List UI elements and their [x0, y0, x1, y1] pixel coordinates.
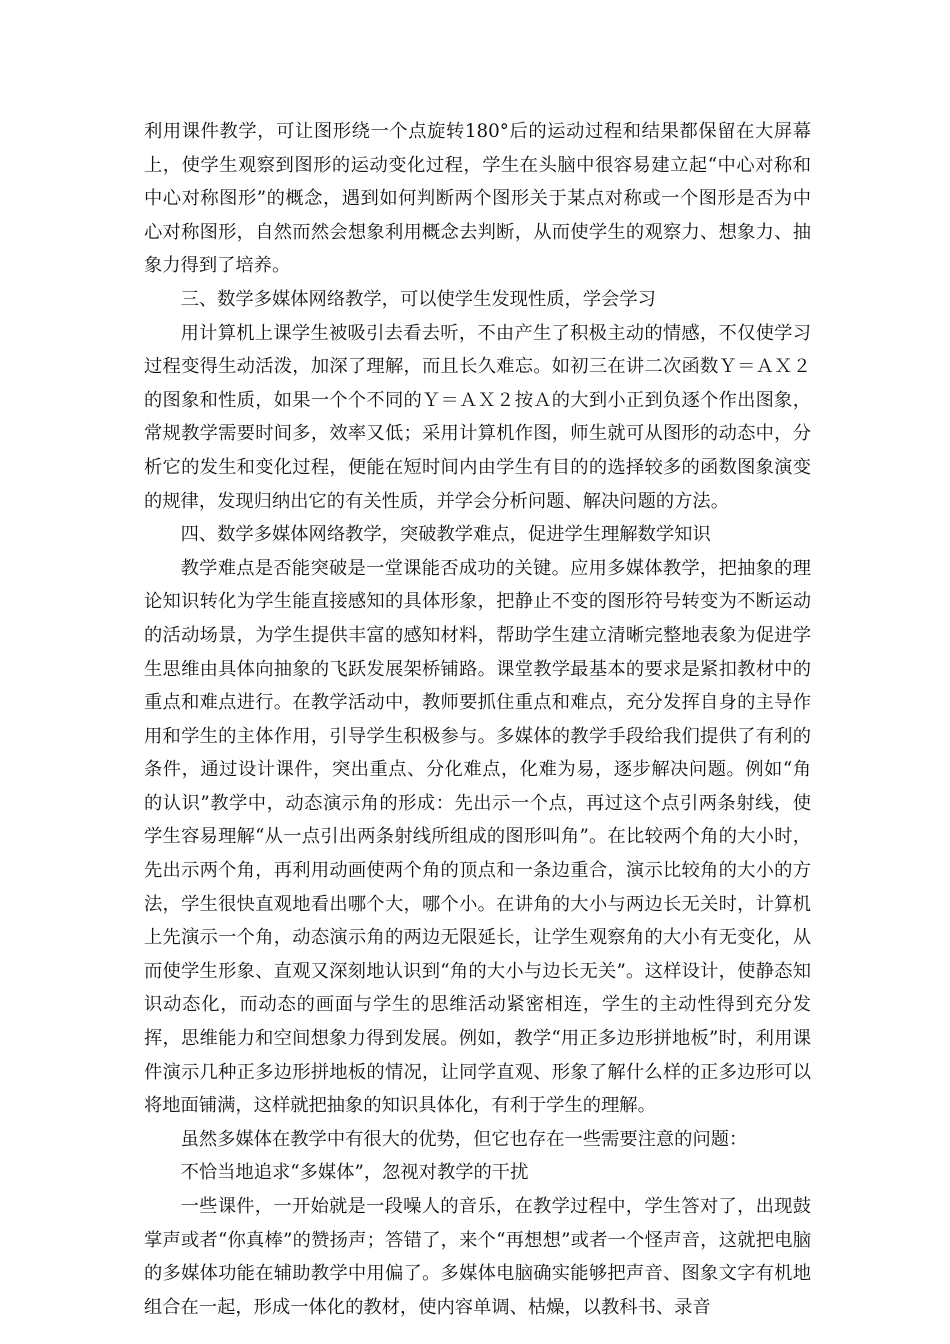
paragraph-teaching-difficulties: 教学难点是否能突破是一堂课能否成功的关键。应用多媒体教学，把抽象的理论知识转化为学生能直接感知的具体形象，把静止不变的图形符号转变为不断运动的活动场景，为学生提供丰富的感知材料，帮助学生建立清晰完整地表象为促进学生思维由具体向抽象的飞跃发展架桥铺路。课堂教学最基本的要求是紧扣教材中的重点和难点进行。在教学活动中，教师要抓住重点和难点，充分发挥自身的主导作用和学生的主体作用，引导学生积极参与。多媒体的教学手段给我们提供了有利的条件，通过设计课件，突出重点、分化难点，化难为易，逐步解决问题。例如“角的认识”教学中，动态演示角的形成：先出示一个点，再过这个点引两条射线，使学生容易理解“从一点引出两条射线所组成的图形叫角”。在比较两个角的大小时，先出示两个角，再利用动画使两个角的顶点和一条边重合，演示比较角的大小的方法，学生很快直观地看出哪个大，哪个小。在讲角的大小与两边长无关时，计算机上先演示一个角，动态演示角的两边无限延长，让学生观察角的大小有无变化，从而使学生形象、直观又深刻地认识到“角的大小与边长无关”。这样设计，使静态知识动态化，而动态的画面与学生的思维活动紧密相连，学生的主动性得到充分发挥，思维能力和空间想象力得到发展。例如，教学“用正多边形拼地板”时，利用课件演示几种正多边形拼地板的情况，让同学直观、形象了解什么样的正多边形可以将地面铺满，这样就把抽象的知识具体化，有利于学生的理解。 [144, 557, 811, 1117]
subheading-multimedia-pursuit: 不恰当地追求“多媒体”，忽视对教学的干扰 [180, 1162, 529, 1184]
paragraph-courseware-music: 一些课件，一开始就是一段噪人的音乐，在教学过程中，学生答对了，出现鼓掌声或者“你真棒”的赞扬声；答错了，来个“再想想”或者一个怪声音，这就把电脑的多媒体功能在辅助教学中用偏了。多媒体电脑确实能够把声音、图象文字有机地组合在一起，形成一体化的教材，使内容单调、枯燥，以教科书、录音 [144, 1196, 811, 1318]
paragraph-multimedia-issues: 虽然多媒体在教学中有很大的优势，但它也存在一些需要注意的问题： [180, 1128, 748, 1150]
document-body [144, 115, 811, 1324]
section-heading-four: 四、数学多媒体网络教学，突破教学难点，促进学生理解数学知识 [180, 524, 711, 546]
paragraph-computer-learning: 用计算机上课学生被吸引去看去听，不由产生了积极主动的情感，不仅使学习过程变得生动活泼，加深了理解，而且长久难忘。如初三在讲二次函数Ｙ＝ＡＸ２的图象和性质，如果一个个不同的Ｙ＝ＡＸ２按Ａ的大到小正到负逐个作出图象，常规教学需要时间多，效率又低；采用计算机作图，师生就可从图形的动态中，分析它的发生和变化过程，便能在短时间内由学生有目的的选择较多的函数图象演变的规律，发现归纳出它的有关性质，并学会分析问题、解决问题的方法。 [144, 322, 811, 512]
paragraph-courseware-rotation: 利用课件教学，可让图形绕一个点旋转180°后的运动过程和结果都保留在大屏幕上，使学生观察到图形的运动变化过程，学生在头脑中很容易建立起“中心对称和中心对称图形”的概念，遇到如何判断两个图形关于某点对称或一个图形是否为中心对称图形，自然而然会想象利用概念去判断，从而使学生的观察力、想象力、抽象力得到了培养。 [144, 121, 811, 277]
section-heading-three: 三、数学多媒体网络教学，可以使学生发现性质，学会学习 [180, 288, 656, 310]
